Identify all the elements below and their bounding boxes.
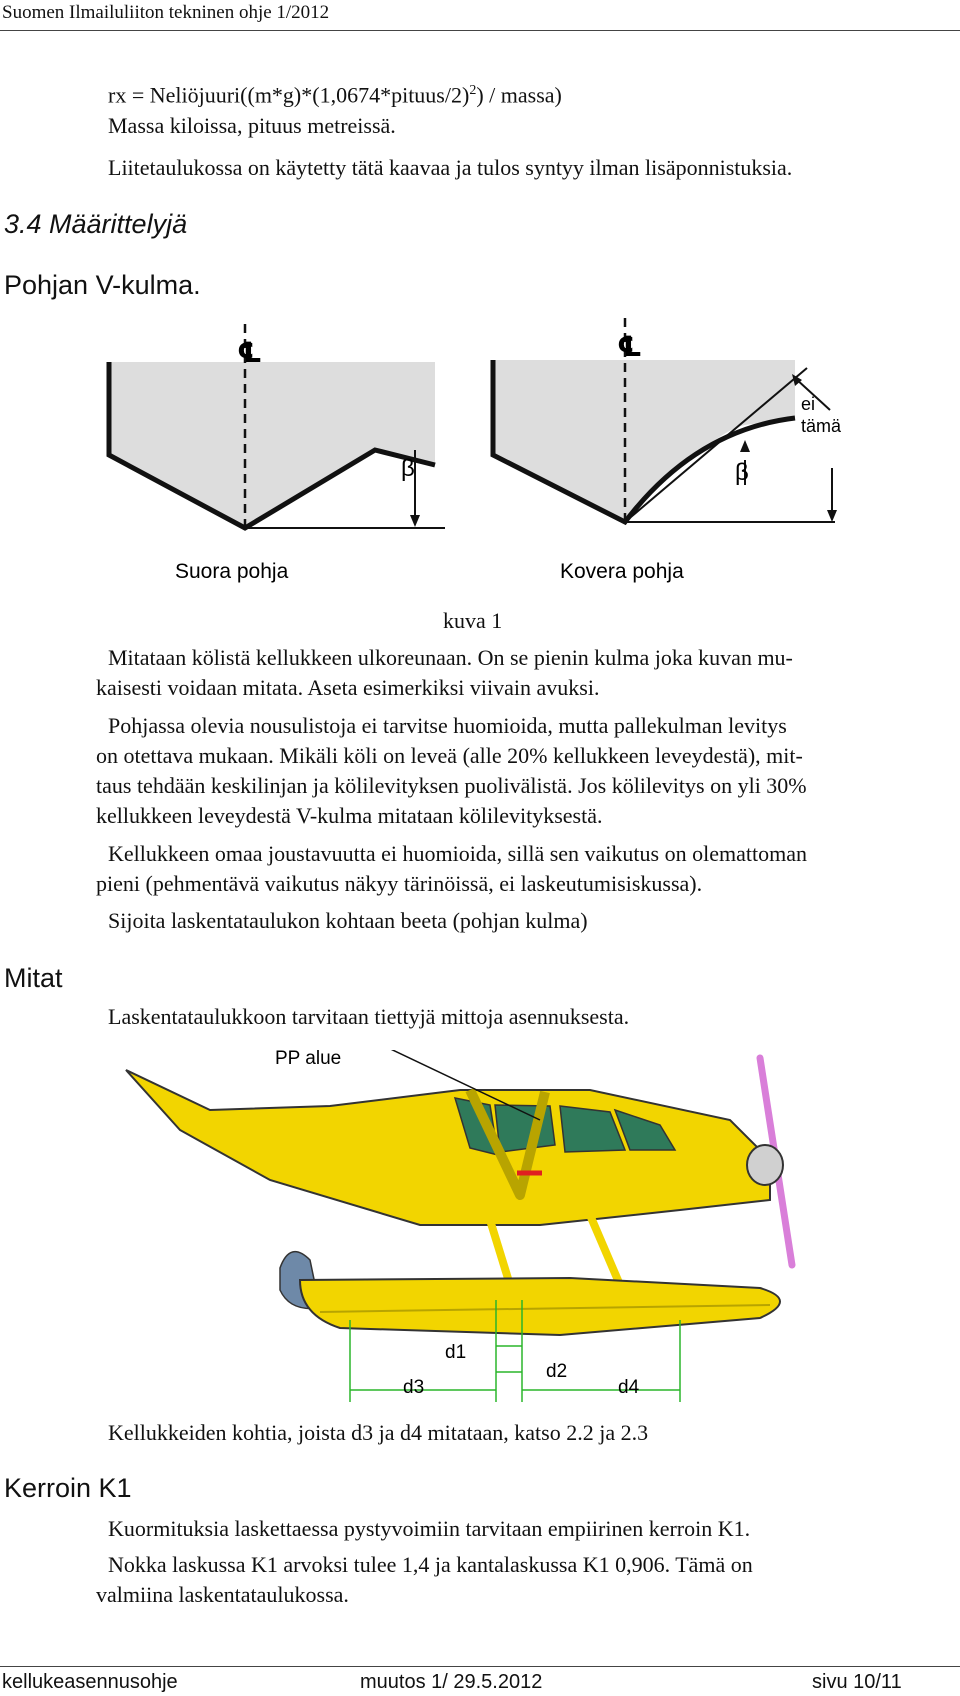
formula-units: Massa kiloissa, pituus metreissä.	[108, 113, 396, 138]
straight-bottom-diagram	[109, 324, 445, 532]
v-angle-figure	[95, 310, 855, 600]
tama-label: tämä	[801, 416, 842, 436]
section-heading: 3.4 Määrittelyjä	[4, 209, 188, 239]
paragraph-4: Sijoita laskentataulukon kohtaan beeta (pohjan kulma)	[108, 908, 588, 933]
d3-label: d3	[403, 1377, 425, 1398]
paragraph-3-line-1: Kellukkeen omaa joustavuutta ei huomioida, sillä sen vaikutus on olemattoman	[108, 841, 807, 866]
d2-label: d2	[546, 1361, 568, 1382]
float-strut-front	[490, 1220, 510, 1285]
footer-document-name: kellukeasennusohje	[2, 1671, 178, 1693]
kerroin-line-2: Nokka laskussa K1 arvoksi tulee 1,4 ja kantalaskussa K1 0,906. Tämä on	[108, 1552, 753, 1577]
concave-bottom-diagram	[493, 318, 842, 522]
propeller-spinner	[747, 1145, 783, 1185]
footer-revision: muutos 1/ 29.5.2012	[360, 1671, 543, 1693]
straight-bottom-caption: Suora pohja	[175, 560, 289, 583]
concave-beta-arrowhead	[740, 440, 750, 452]
straight-beta-arrowhead	[410, 515, 420, 527]
centerline-symbol-left: ℄	[237, 337, 263, 368]
seaplane-figure	[120, 1050, 820, 1410]
straight-bottom-fill	[109, 362, 435, 528]
formula-superscript: 2	[469, 83, 477, 98]
centerline-symbol-right: ℄	[617, 331, 643, 362]
pp-area-label: PP alue	[275, 1050, 342, 1069]
formula-pre: rx = Neliöjuuri((m*g)*(1,0674*pituus/2)	[108, 82, 470, 108]
paragraph-2-line-1: Pohjassa olevia nousulistoja ei tarvitse huomioida, mutta pallekulman levitys	[108, 713, 787, 738]
footer-divider	[0, 1666, 960, 1667]
kerroin-line-1: Kuormituksia laskettaessa pystyvoimiin tarvitaan empiirinen kerroin K1.	[108, 1516, 751, 1541]
beta-label-right: β	[735, 459, 749, 486]
formula-line	[108, 76, 562, 110]
beta-label-left: β	[401, 455, 415, 482]
kerroin-heading: Kerroin K1	[4, 1473, 132, 1503]
document-header-title: Suomen Ilmailuliiton tekninen ohje 1/2012	[2, 2, 330, 23]
paragraph-3-line-2: pieni (pehmentävä vaikutus näkyy tärinöissä, ei laskeutumisiskussa).	[96, 871, 703, 896]
kerroin-line-3: valmiina laskentataulukossa.	[96, 1582, 349, 1607]
paragraph-2-line-2: on otettava mukaan. Mikäli köli on leveä (alle 20% kellukkeen leveydestä), mit-	[96, 743, 803, 768]
formula-post: ) / massa)	[476, 82, 562, 108]
paragraph-1-line-1: Mitataan kölistä kellukkeen ulkoreunaan. On se pienin kulma joka kuvan mu-	[108, 645, 793, 670]
concave-right-arrowhead	[827, 510, 837, 522]
concave-bottom-caption: Kovera pohja	[560, 560, 684, 583]
mitat-text: Laskentataulukkoon tarvitaan tiettyjä mittoja asennuksesta.	[108, 1004, 630, 1029]
section-subheading: Pohjan V-kulma.	[4, 270, 201, 300]
formula-note: Liitetaulukossa on käytetty tätä kaavaa ja tulos syntyy ilman lisäponnistuksia.	[108, 155, 793, 180]
paragraph-1-line-2: kaisesti voidaan mitata. Aseta esimerkiksi viivain avuksi.	[96, 675, 600, 700]
header-divider	[0, 30, 960, 31]
footer-page-number: sivu 10/11	[812, 1671, 902, 1693]
ei-label: ei	[801, 394, 816, 414]
float-points-caption: Kellukkeiden kohtia, joista d3 ja d4 mitataan, katso 2.2 ja 2.3	[108, 1420, 649, 1445]
float-strut-rear	[590, 1215, 620, 1285]
mitat-heading: Mitat	[4, 963, 63, 993]
d4-label: d4	[618, 1377, 640, 1398]
figure-1-caption: kuva 1	[443, 608, 503, 633]
paragraph-2-line-3: taus tehdään keskilinjan ja kölilevityksen puolivälistä. Jos kölilevitys on yli 30%	[96, 773, 807, 798]
paragraph-2-line-4: kellukkeen leveydestä V-kulma mitataan kölilevityksestä.	[96, 803, 603, 828]
d1-label: d1	[445, 1342, 467, 1363]
